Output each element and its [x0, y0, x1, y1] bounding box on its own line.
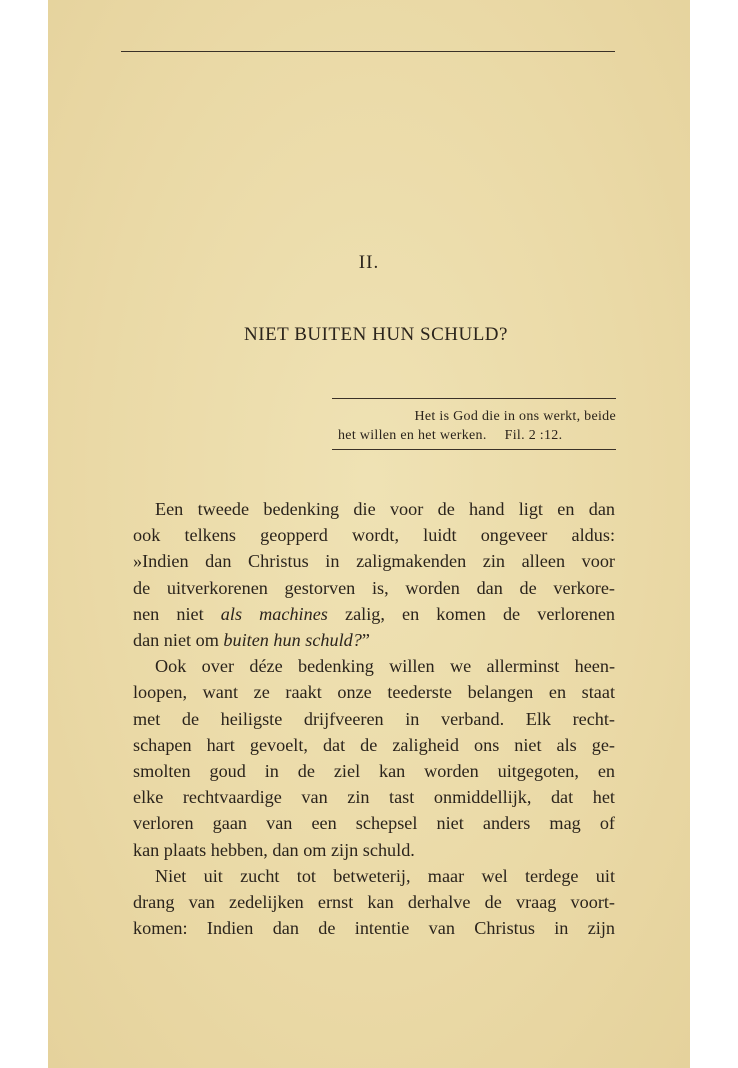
paragraph-1: [111, 496, 615, 653]
text-line: [111, 627, 615, 653]
text-fragment: zalig, en komen de verlorenen: [327, 603, 615, 624]
paragraph-2: [111, 653, 615, 863]
text-line: komen: Indien dan de intentie van Christus in zijn: [133, 918, 615, 939]
chapter-number: II.: [358, 252, 380, 273]
text-line: Ook over déze bedenking willen we allerminst heen-: [155, 656, 615, 677]
italic-phrase: als machines: [220, 603, 328, 624]
text-line: kan plaats hebben, dan om zijn schuld.: [133, 839, 415, 860]
text-line: Niet uit zucht tot betweterij, maar wel terdege uit: [155, 865, 615, 886]
header-rule: [121, 51, 615, 52]
body-text: [111, 496, 615, 941]
text-line: drang van zedelijken ernst kan derhalve de vraag voort-: [133, 892, 615, 913]
text-fragment: dan niet om: [133, 630, 224, 651]
epigraph-line-2-text: het willen en het werken.: [338, 428, 487, 443]
text-line: schapen hart gevoelt, dat de zaligheid ons niet als ge-: [133, 734, 615, 755]
text-fragment: ”: [361, 630, 370, 651]
text-line: smolten goud in de ziel kan worden uitgegoten, en: [133, 761, 615, 782]
text-line: »Indien dan Christus in zaligmakenden zin alleen voor: [133, 551, 615, 572]
text-line: verloren gaan van een schepsel niet anders mag of: [133, 813, 615, 834]
text-line: Een tweede bedenking die voor de hand ligt en dan: [155, 499, 615, 519]
book-page: [48, 0, 690, 1068]
text-fragment: nen niet: [133, 603, 221, 624]
text-line: loopen, want ze raakt onze teederste belangen en staat: [133, 682, 615, 703]
text-line: [111, 601, 615, 627]
text-line: ook telkens geopperd wordt, luidt ongeveer aldus:: [133, 525, 615, 546]
paragraph-3: [111, 863, 615, 942]
text-line: met de heiligste drijfveeren in verband. Elk recht-: [133, 708, 615, 729]
epigraph-line-2: [332, 426, 616, 445]
epigraph-line-1: Het is God die in ons werkt, beide: [414, 409, 616, 424]
epigraph-reference: Fil. 2 :12.: [504, 428, 563, 443]
epigraph: [332, 398, 616, 450]
chapter-title: NIET BUITEN HUN SCHULD?: [244, 324, 508, 345]
text-line: de uitverkorenen gestorven is, worden dan de verkore-: [133, 577, 615, 598]
text-line: elke rechtvaardige van zin tast onmiddellijk, dat het: [133, 787, 615, 808]
italic-phrase: buiten hun schuld?: [223, 630, 362, 651]
